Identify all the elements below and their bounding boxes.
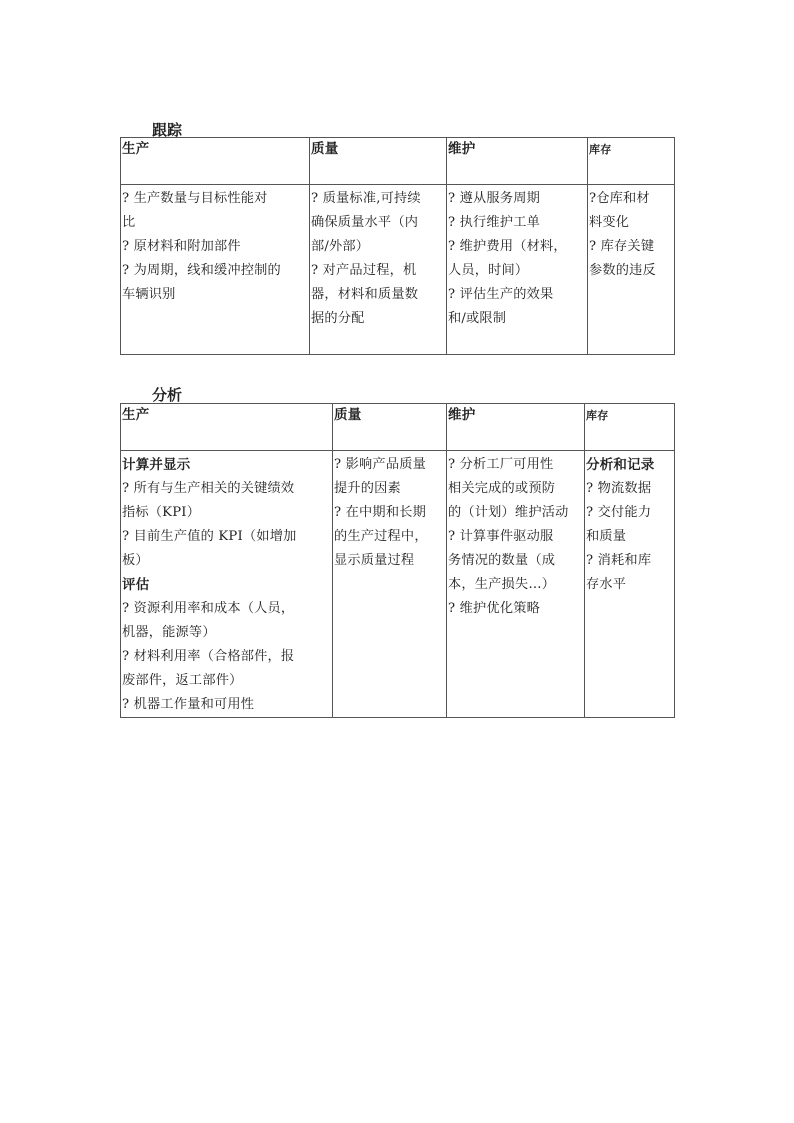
cell-line: ? 物流数据 — [586, 481, 652, 496]
cell-line: 显示质量过程 — [334, 553, 415, 568]
cell-line: 料变化 — [589, 215, 630, 230]
tracking-header-row — [121, 138, 675, 185]
cell-line: ? 维护费用（材料， — [448, 239, 567, 254]
analysis-section-title: 分析 — [152, 386, 183, 404]
cell-line: 人员，时间） — [448, 263, 529, 278]
cell-line: ? 消耗和库 — [586, 553, 652, 568]
analysis-table — [120, 403, 675, 718]
header-label: 库存 — [589, 143, 612, 156]
analysis-header-production — [121, 404, 333, 451]
cell-line: 确保质量水平（内 — [311, 215, 419, 230]
cell-subheading: 评估 — [122, 577, 150, 593]
cell-line: 参数的违反 — [589, 263, 656, 278]
header-label: 质量 — [334, 407, 362, 423]
header-label: 库存 — [586, 409, 609, 422]
cell-line: ? 所有与生产相关的关键绩效 — [122, 481, 295, 496]
cell-line: 相关完成的或预防 — [448, 481, 556, 496]
tracking-cell-production — [121, 185, 310, 355]
cell-line: ? 目前生产值的 KPI（如增加 — [122, 529, 297, 544]
cell-line: ? 对产品过程，机 — [311, 263, 417, 278]
cell-line: 的（计划）维护活动 — [448, 505, 569, 520]
analysis-header-inventory — [585, 404, 675, 451]
tracking-header-production — [121, 138, 310, 185]
cell-line: ? 分析工厂可用性 — [448, 457, 554, 472]
analysis-header-row — [121, 404, 675, 451]
analysis-header-maintenance — [447, 404, 585, 451]
tracking-cell-inventory — [588, 185, 675, 355]
analysis-cell-production — [121, 451, 333, 718]
analysis-cell-inventory — [585, 451, 675, 718]
cell-line: ? 维护优化策略 — [448, 601, 540, 616]
tracking-header-maintenance — [447, 138, 588, 185]
cell-line: ? 为周期，线和缓冲控制的 — [122, 263, 281, 278]
header-label: 生产 — [122, 407, 150, 423]
cell-line: 机器，能源等） — [122, 625, 216, 640]
cell-line: ? 在中期和长期 — [334, 505, 426, 520]
tracking-body-row — [121, 185, 675, 355]
header-label: 质量 — [311, 141, 339, 157]
cell-line: 器，材料和质量数 — [311, 287, 419, 302]
cell-line: 存水平 — [586, 577, 627, 592]
cell-line: 的生产过程中， — [334, 529, 428, 544]
cell-line: 本，生产损失…） — [448, 577, 556, 592]
cell-line: ? 质量标准,可持续 — [311, 191, 421, 206]
analysis-cell-quality — [333, 451, 447, 718]
analysis-body-row — [121, 451, 675, 718]
tracking-header-inventory — [588, 138, 675, 185]
tracking-cell-maintenance — [447, 185, 588, 355]
cell-line: 车辆识别 — [122, 287, 176, 302]
cell-line: 据的分配 — [311, 311, 365, 326]
cell-line: 和/或限制 — [448, 311, 507, 326]
cell-line: ? 执行维护工单 — [448, 215, 540, 230]
tracking-header-quality — [310, 138, 447, 185]
cell-line: ? 生产数量与目标性能对 — [122, 191, 268, 206]
cell-line: ? 材料利用率（合格部件，报 — [122, 649, 295, 664]
cell-line: 比 — [122, 215, 136, 230]
header-label: 维护 — [448, 141, 476, 157]
cell-subheading: 分析和记录 — [586, 457, 655, 473]
analysis-cell-maintenance — [447, 451, 585, 718]
cell-line: 废部件，返工部件） — [122, 673, 243, 688]
cell-line: 务情况的数量（成 — [448, 553, 556, 568]
header-label: 维护 — [448, 407, 476, 423]
cell-line: ? 遵从服务周期 — [448, 191, 540, 206]
cell-line: ? 交付能力 — [586, 505, 652, 520]
cell-line: ? 影响产品质量 — [334, 457, 426, 472]
cell-line: ? 机器工作量和可用性 — [122, 697, 255, 712]
cell-subheading: 计算并显示 — [122, 457, 191, 473]
cell-line: ? 计算事件驱动服 — [448, 529, 554, 544]
cell-line: ? 库存关键 — [589, 239, 655, 254]
cell-line: ? 评估生产的效果 — [448, 287, 554, 302]
tracking-section-title: 跟踪 — [152, 121, 183, 139]
cell-line: 板） — [122, 553, 149, 568]
tracking-table — [120, 137, 675, 355]
cell-line: 指标（KPI） — [122, 505, 201, 520]
cell-line: ? 原材料和附加部件 — [122, 239, 241, 254]
tracking-cell-quality — [310, 185, 447, 355]
cell-line: 部/外部） — [311, 239, 370, 254]
cell-line: 和质量 — [586, 529, 627, 544]
cell-line: ? 资源利用率和成本（人员， — [122, 601, 295, 616]
cell-line: 提升的因素 — [334, 481, 401, 496]
header-label: 生产 — [122, 141, 150, 157]
cell-line: ?仓库和材 — [589, 191, 650, 206]
analysis-header-quality — [333, 404, 447, 451]
